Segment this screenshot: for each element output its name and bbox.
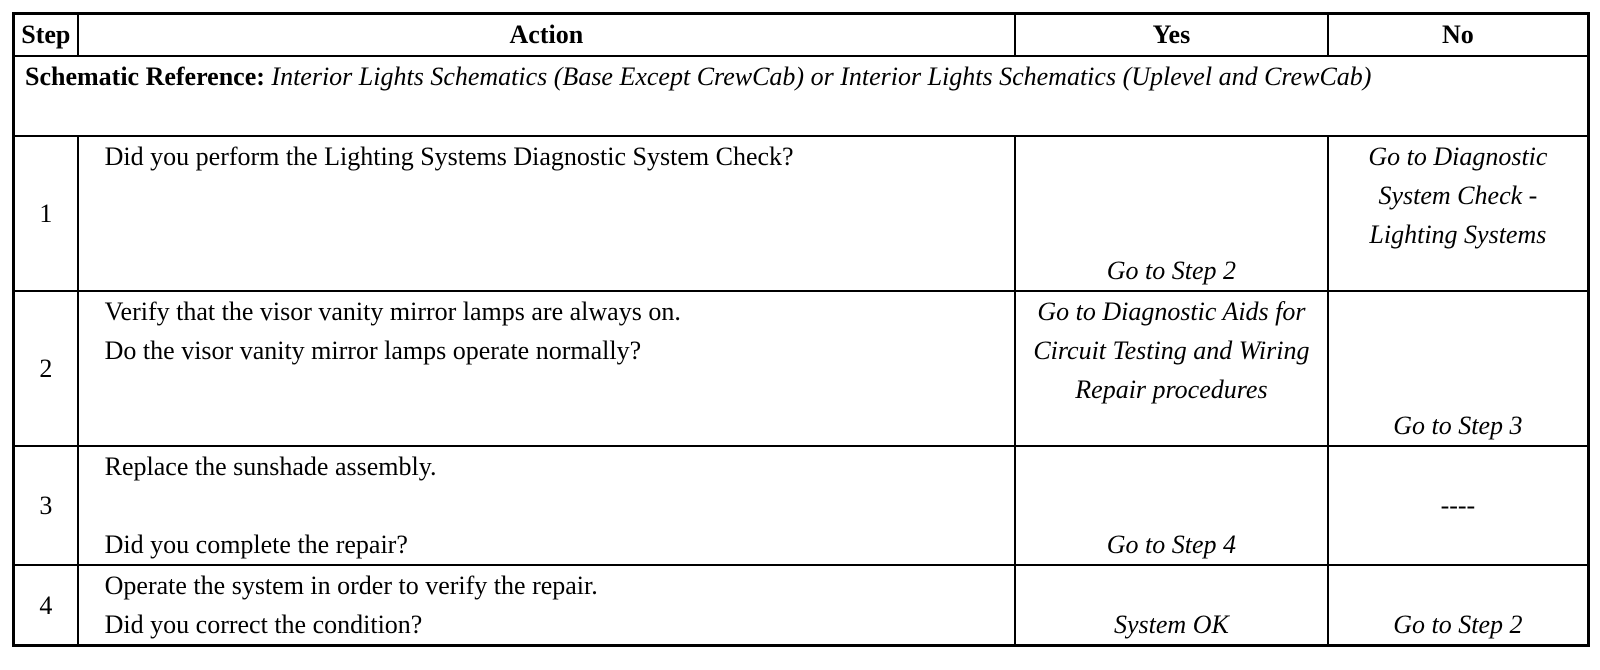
step-number: 2 bbox=[14, 291, 78, 446]
step-number: 3 bbox=[14, 446, 78, 565]
step-action bbox=[78, 565, 1015, 646]
schematic-reference-link[interactable]: Interior Lights Schematics (Base Except CrewCab) or Interior Lights Schematics (Uplevel and CrewCab) bbox=[264, 62, 1372, 91]
no-link[interactable]: Go to Step 3 bbox=[1328, 291, 1589, 446]
step-action bbox=[78, 136, 1015, 291]
yes-link[interactable]: Go to Diagnostic Aids for Circuit Testing and Wiring Repair procedures bbox=[1015, 291, 1328, 446]
diagnostic-table bbox=[12, 12, 1590, 647]
blank-line bbox=[105, 486, 1014, 525]
schematic-reference-row bbox=[14, 56, 1589, 136]
action-line: Did you correct the condition? bbox=[104, 610, 423, 639]
no-link: ---- bbox=[1328, 446, 1589, 565]
table-row bbox=[14, 446, 1589, 565]
header-action: Action bbox=[78, 14, 1015, 57]
step-number: 4 bbox=[14, 565, 78, 646]
table-row bbox=[14, 136, 1589, 291]
yes-link[interactable]: Go to Step 4 bbox=[1015, 446, 1328, 565]
step-action bbox=[78, 291, 1015, 446]
yes-link[interactable]: System OK bbox=[1015, 565, 1328, 646]
header-no: No bbox=[1328, 14, 1589, 57]
yes-link[interactable]: Go to Step 2 bbox=[1015, 136, 1328, 291]
step-number: 1 bbox=[14, 136, 78, 291]
no-link[interactable]: Go to Diagnostic System Check - Lighting Systems bbox=[1328, 136, 1589, 291]
table-row bbox=[14, 291, 1589, 446]
header-row bbox=[14, 14, 1589, 57]
action-line: Do the visor vanity mirror lamps operate normally? bbox=[104, 336, 642, 365]
action-line: Did you complete the repair? bbox=[104, 530, 408, 559]
table-row bbox=[14, 565, 1589, 646]
action-line: Replace the sunshade assembly. bbox=[104, 452, 437, 481]
action-line: Operate the system in order to verify the repair. bbox=[104, 571, 598, 600]
header-step: Step bbox=[14, 14, 78, 57]
schematic-reference-label: Schematic Reference: bbox=[25, 62, 265, 91]
header-yes: Yes bbox=[1015, 14, 1328, 57]
no-link[interactable]: Go to Step 2 bbox=[1328, 565, 1589, 646]
action-line: Verify that the visor vanity mirror lamps are always on. bbox=[104, 297, 681, 326]
action-line: Did you perform the Lighting Systems Diagnostic System Check? bbox=[104, 142, 794, 171]
schematic-reference bbox=[14, 56, 1589, 136]
step-action bbox=[78, 446, 1015, 565]
